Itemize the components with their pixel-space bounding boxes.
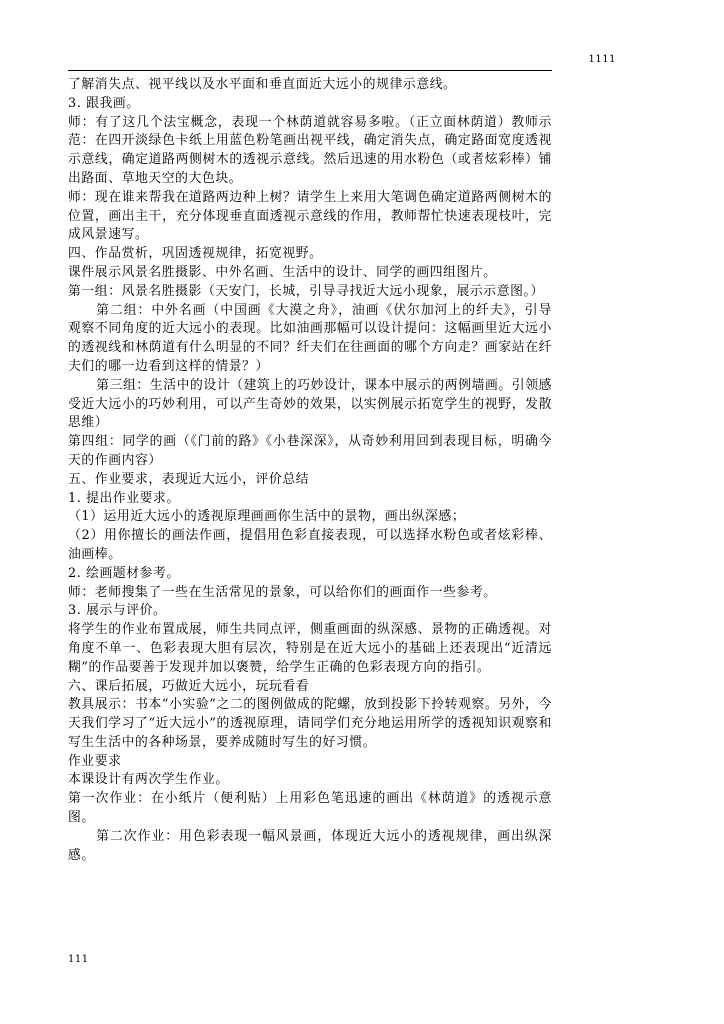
paragraph: 师：有了这几个法宝概念，表现一个林荫道就容易多啦。（正立面林荫道）教师示范：在四开淡绿色卡纸上用蓝色粉笔画出视平线，确定消失点，确定路面宽度透视示意线，确定道路两侧树木的透视示意线。然后迅速的用水粉色（或者炫彩棒）铺出路面、草地天空的大色块。 <box>68 114 552 186</box>
document-body <box>68 76 552 865</box>
paragraph: 第二组：中外名画（中国画《大漠之舟》，油画《伏尔加河上的纤夫》，引导观察不同角度的近大远小的表现。比如油画那幅可以设计提问：这幅画里近大远小的透视线和林荫道有什么明显的不同？纤夫们在往画面的哪个方向走？画家站在纤夫们的哪一边看到这样的情景？） <box>68 302 552 374</box>
header-rule <box>68 70 552 71</box>
paragraph: （1）运用近大远小的透视原理画画你生活中的景物，画出纵深感； <box>68 509 466 525</box>
paragraph: 将学生的作业布置成展，师生共同点评，侧重画面的纵深感、景物的正确透视。对角度不单一、色彩表现大胆有层次，特别是在近大远小的基础上还表现出“近清远糊”的作品要善于发现并加以褒赞，给学生正确的色彩表现方向的指引。 <box>68 622 552 675</box>
paragraph: 2. 绘画题材参考。 <box>68 565 180 581</box>
paragraph: 课件展示风景名胜摄影、中外名画、生活中的设计、同学的画四组图片。 <box>68 264 497 280</box>
paragraph: 作业要求 <box>68 753 122 769</box>
section-heading: 五、作业要求，表现近大远小，评价总结 <box>68 471 310 487</box>
section-heading: 六、课后拓展，巧做近大远小，玩玩看看 <box>68 678 310 694</box>
paragraph: 了解消失点、视平线以及水平面和垂直面近大远小的规律示意线。 <box>68 77 457 92</box>
paragraph: 师：老师搜集了一些在生活常见的景象，可以给你们的画面作一些参考。 <box>68 584 497 600</box>
paragraph: （2）用你擅长的画法作画，提倡用色彩直接表现，可以选择水粉色或者炫彩棒、油画棒。 <box>68 528 552 562</box>
paragraph: 第三组：生活中的设计（建筑上的巧妙设计，课本中展示的两例墙画。引领感受近大远小的巧妙利用，可以产生奇妙的效果，以实例展示拓宽学生的视野，发散思维） <box>68 377 552 431</box>
paragraph: 本课设计有两次学生作业。 <box>68 772 229 788</box>
paragraph: 3. 跟我画。 <box>68 95 140 111</box>
paragraph: 第四组：同学的画（《门前的路》《小巷深深》，从奇妙利用回到表现目标，明确今天的作画内容） <box>68 434 552 468</box>
footer-page-number: 111 <box>68 954 89 965</box>
paragraph: 第二次作业：用色彩表现一幅风景画，体现近大远小的透视规律，画出纵深感。 <box>68 828 552 863</box>
paragraph: 第一次作业：在小纸片（便利贴）上用彩色笔迅速的画出《林荫道》的透视示意图。 <box>68 791 552 826</box>
section-heading: 四、作品赏析，巩固透视规律，拓宽视野。 <box>68 246 323 262</box>
header-page-number: 1111 <box>588 54 616 65</box>
paragraph: 3. 展示与评价。 <box>68 603 167 619</box>
paragraph: 1. 提出作业要求。 <box>68 490 180 506</box>
paragraph: 教具展示：书本“小实验”之二的图例做成的陀螺，放到投影下拎转观察。另外，今天我们学习了“近大远小”的透视原理，请同学们充分地运用所学的透视知识观察和写生生活中的各种场景，要养成随时写生的好习惯。 <box>68 697 552 750</box>
paragraph: 师：现在谁来帮我在道路两边种上树？请学生上来用大笔调色确定道路两侧树木的位置，画出主干，充分体现垂直面透视示意线的作用，教师帮忙快速表现枝叶，完成风景速写。 <box>68 189 552 243</box>
paragraph: 第一组：风景名胜摄影（天安门，长城，引导寻找近大远小现象，展示示意图。） <box>68 283 544 299</box>
